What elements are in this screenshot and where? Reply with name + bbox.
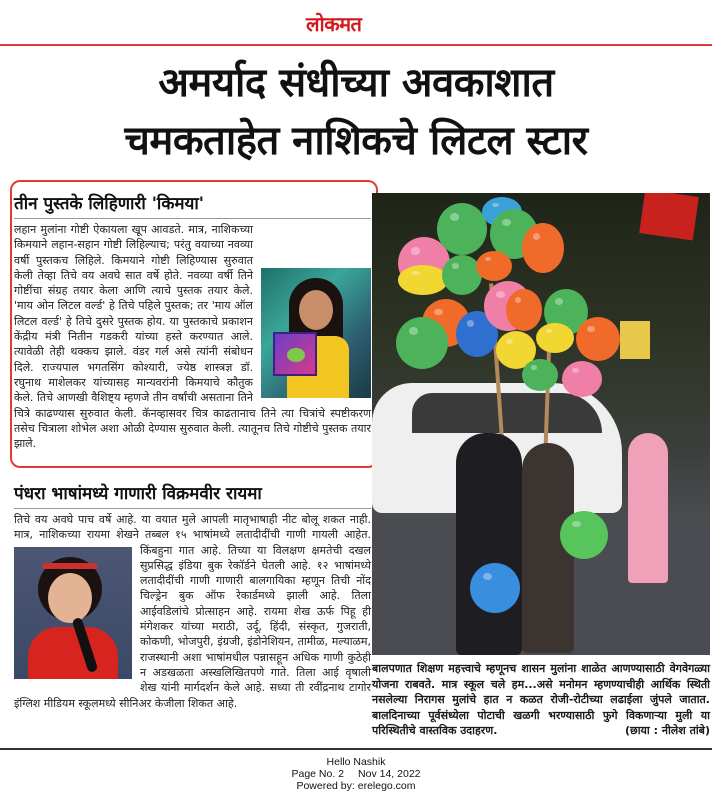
headline-line-1: अमर्याद संधीच्या अवकाशात <box>158 60 554 106</box>
page-headline <box>0 54 712 170</box>
page-number: Page No. 2 <box>291 768 345 780</box>
balloon-blue-held <box>470 563 520 613</box>
balloon-pink <box>562 361 602 397</box>
photo-face <box>48 573 92 623</box>
article-kimaya <box>14 192 371 451</box>
balloon-orange <box>522 223 564 273</box>
article-title: तीन पुस्तके लिहिणारी 'किमया' <box>14 192 371 219</box>
article-body <box>14 512 371 711</box>
woman-in-pink <box>628 433 668 583</box>
photo-body <box>28 627 118 679</box>
page-info <box>0 768 712 780</box>
photo-credit: (छाया : नीलेश तांबे) <box>624 724 710 737</box>
masthead-rule <box>0 44 712 46</box>
photo-headband <box>42 563 98 569</box>
article-text: लहान मुलांना गोष्टी ऐकायला खूप आवडते. मात्र, नाशिकच्या किमयाने लहान-सहान गोष्टी लिहिल्याच; परंतु वयाच्या नवव्या वर्षी पुस्तकच लिहिले. किमयाने गोष्टी लिहिण्यास सुरुवात केली तेव्हा तिचे वय अवघे सात वर्षे होते. नवव्या वर्षी तिने गोष्टींचा संग्रह तयार केला आणि त्याचे पुस्तक तयार केले. 'माय ओन लिटल वर्ल्ड' हे तिचे पहिले पुस्तक; तर 'माय ऑल लिटल वर्ल्ड' हे तिचे दुसरे पुस्तक होय. या पुस्तकाचे प्रकाशन केंद्रीय मंत्री नितीन गडकरी यांच्या हस्ते करण्यात आले. त्यावेळी तेही थक्कच झाले. वंडर गर्ल असे त्यांनी संबोधन दिले. राज्यपाल भगतसिंग कोश्यारी, ज्येष्ठ शास्त्रज्ञ डॉ. रघुनाथ माशेलकर यांच्यासह मान्यवरांनी किमयाचे कौतुक केले. तिचे आणखी वैशिष्ट्य म्हणजे तीन वर्षांची असताना तिने चित्रे काढण्यास सुरुवात केली. कॅनव्हासवर चित्र काढतानाच तिने त्या चित्रांचे स्पष्टीकरण तसेच चित्राला शोभेल अशा ओळी देण्यास सुरुवात केली. त्यातूनच तिचे गोष्टीचे पुस्तक तयार झाले. <box>14 223 371 451</box>
publish-date: Nov 14, 2022 <box>358 768 421 780</box>
child-seller-1 <box>456 433 522 655</box>
masthead <box>0 0 712 46</box>
raima-photo[interactable] <box>14 547 132 679</box>
article-body <box>14 222 371 451</box>
balloon-orange <box>476 251 512 281</box>
shop-sign <box>639 193 699 241</box>
balloon-orange <box>506 289 542 331</box>
photo-caption <box>372 661 710 739</box>
balloon-yellow <box>536 323 574 353</box>
balloon-sellers-photo[interactable] <box>372 193 710 655</box>
balloon-green <box>437 203 487 255</box>
page-footer <box>0 756 712 792</box>
photo-face <box>299 290 333 330</box>
balloon-orange <box>576 317 620 361</box>
photo-book-art <box>287 348 305 362</box>
article-raima <box>14 482 371 711</box>
wall-poster <box>620 321 650 359</box>
article-title: पंधरा भाषांमध्ये गाणारी विक्रमवीर रायमा <box>14 482 371 509</box>
car-window <box>412 393 602 433</box>
kimaya-photo[interactable] <box>261 268 371 398</box>
lokmat-logo[interactable]: लोकमत <box>306 12 362 36</box>
bottom-rule <box>0 748 712 750</box>
powered-by-link[interactable]: Powered by: erelego.com <box>296 780 416 792</box>
article-text-rest: गाणी गायली आहेत. किंबहुना गात आहे. तिच्या या विलक्षण क्षमतेची दखल सुप्रसिद्ध इंडिया बुक रेकॉर्डने घेतली आहे. १२ भाषांमध्ये लतादीदींची गाणी गाणारी बालगायिका म्हणून तिची नोंद चिल्ड्रेन बुक ऑफ रेकार्डमध्ये झाली आहे. तिला आईवडिलांचे प्रोत्साहन आहे. रायमा शेख ऊर्फ पिहू ही मंगेशकर यांच्या मराठी, उर्दू, हिंदी, संस्कृत, गुजराती, कोकणी, भोजपुरी, इंग्रजी, इंडोनेशियन, तामीळ, मल्याळम, राजस्थानी अशा भाषांमधील पन्नासहून अधिक गाणी कुठेही न अडखळता अस्खलिखितपणे गाते. तिला आई वृषाली शेख यांनी मार्गदर्शन केले आहे. सध्या ती रवींद्रनाथ टागोर इंग्लिश मीडियम स्कूलमध्ये सीनिअर केजीला शिकत आहे. <box>14 528 372 710</box>
balloon-yellow <box>398 265 448 295</box>
balloon-green-held <box>560 511 608 559</box>
balloon-green <box>396 317 448 369</box>
headline-line-2: चमकताहेत नाशिकचे लिटल स्टार <box>124 118 588 164</box>
edition-name: Hello Nashik <box>326 756 386 768</box>
balloon-green <box>522 359 558 391</box>
article-text-intro: तिचे वय अवघे पाच वर्षे आहे. या वयात मुले आपली मातृभाषाही नीट बोलू शकत नाही. मात्र, नाशिकच्या रायमा शेखने तब्बल १५ भाषांमध्ये लतादीदींची <box>14 513 371 542</box>
caption-text: बालपणात शिक्षण महत्त्वाचे म्हणूनच शासन मुलांना शाळेत आणण्यासाठी वेगवेगळ्या योजना राबवते. मात्र स्कूल चले हम...असे मनोमन म्हणण्याचीही आर्थिक स्थिती नसलेल्या निरागस मुलांचे हात न कळत रोजी-रोटीच्या लढाईला जुंपले जातात. बालदिनाच्या पूर्वसंध्येला पोटाची खळगी भरण्यासाठी फुगे विकणाऱ्या मुली या परिस्थितीचे वास्तविक उदाहरण. <box>372 662 710 737</box>
